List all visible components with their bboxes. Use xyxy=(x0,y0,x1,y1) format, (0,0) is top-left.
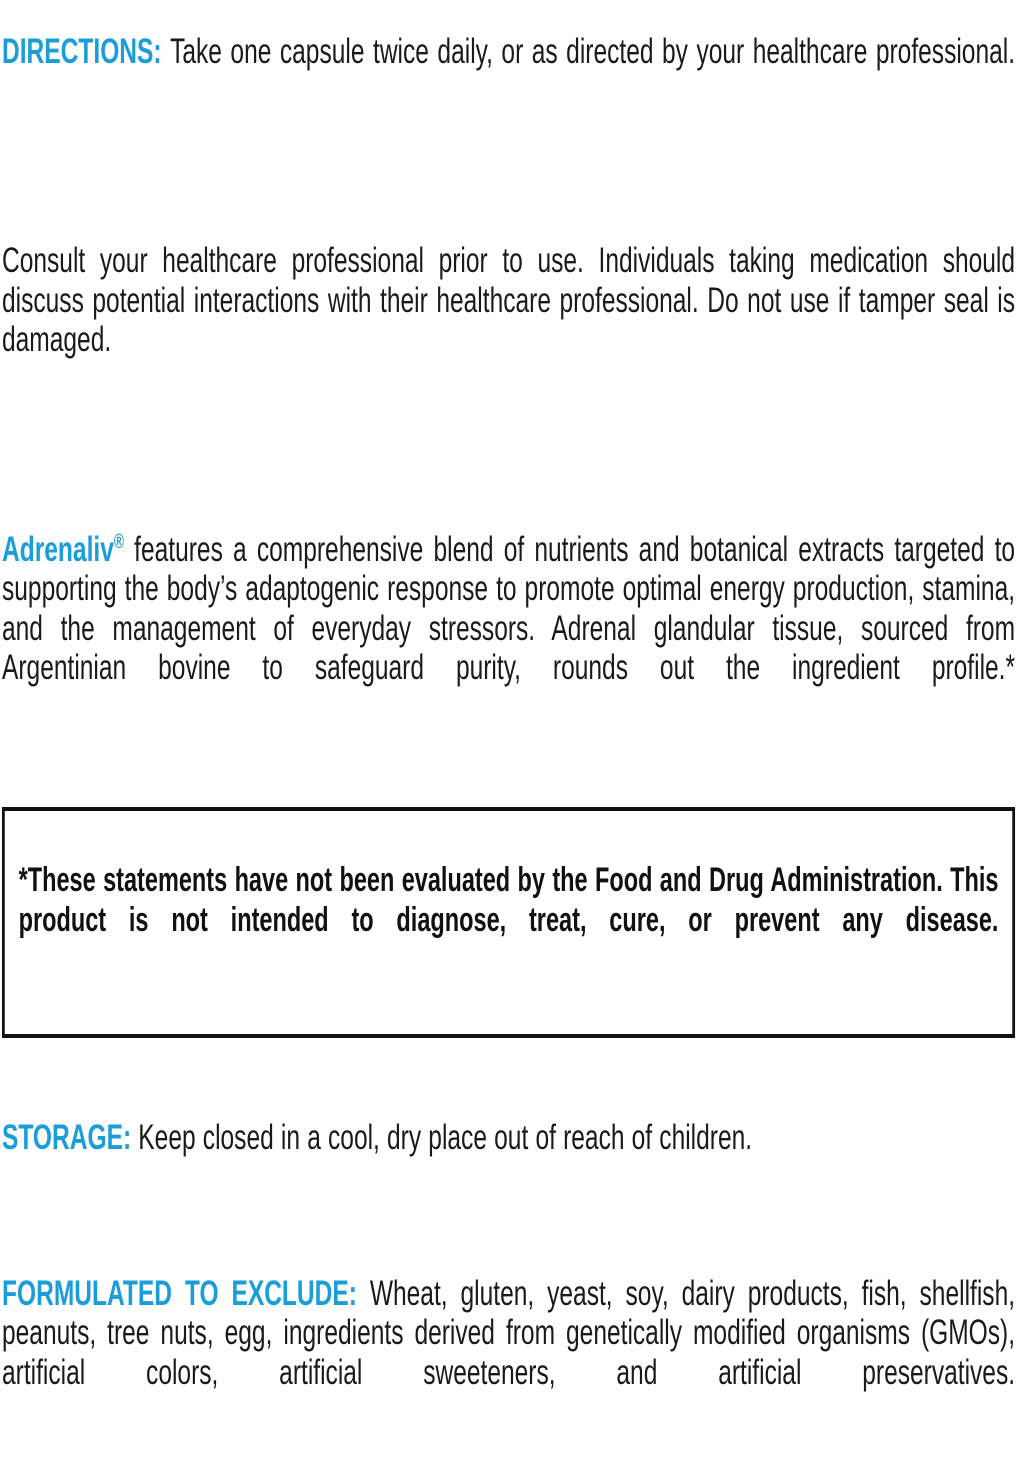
brand-name xyxy=(2,529,124,569)
storage-body: Keep closed in a cool, dry place out of reach of children. xyxy=(138,1117,753,1158)
fda-disclaimer-box xyxy=(2,807,1015,1038)
brand-name-text: Adrenaliv xyxy=(2,528,114,569)
storage-heading: STORAGE: xyxy=(2,1117,132,1158)
product-description-body: features a comprehensive blend of nutrients and botanical extracts targeted to supporting the body’s adaptogenic response to promote optimal energy production, stamina, and the management of everyday stressors. Adrenal glandular tissue, sourced from Argentinian bovine to safeguard purity, rounds out the ingredient profile.* xyxy=(2,528,1016,688)
spacer-storage-exclude xyxy=(2,1193,1015,1238)
spacer-directions-warning xyxy=(2,146,1015,206)
directions-heading: DIRECTIONS: xyxy=(2,30,162,71)
formulated-to-exclude-section xyxy=(2,1274,1015,1432)
formulated-to-exclude-body: Wheat, gluten, yeast, soy, dairy products, fish, shellfish, peanuts, tree nuts, egg, ingredients derived from genetically modified organisms (GMOs), artificial colors, artificial sweeteners, and artificial preservatives. xyxy=(2,1272,1016,1392)
product-description-section xyxy=(2,530,1015,727)
directions-section xyxy=(2,32,1015,111)
directions-body: Take one capsule twice daily, or as directed by your healthcare professional. xyxy=(170,30,1016,71)
formulated-to-exclude-heading: FORMULATED TO EXCLUDE: xyxy=(2,1272,357,1313)
storage-body-spacer xyxy=(131,1117,138,1157)
storage-section xyxy=(2,1118,1015,1157)
warning-section xyxy=(2,241,1015,399)
warning-body: Consult your healthcare professional prior to use. Individuals taking medication should discuss potential interactions with their healthcare professional. Do not use if tamper seal is damaged. xyxy=(2,240,1016,360)
spacer-disclaimer-storage xyxy=(2,1038,1015,1083)
directions-body-spacer xyxy=(162,31,171,71)
label-text-stage xyxy=(2,0,1015,1467)
registered-trademark-icon: ® xyxy=(113,531,124,554)
spacer-description-disclaimer xyxy=(2,762,1015,807)
formulated-to-exclude-body-spacer xyxy=(357,1273,370,1313)
fda-disclaimer-text: *These statements have not been evaluated by the Food and Drug Administration. This product is not intended to diagnose, treat, cure, or prevent any disease. xyxy=(18,861,999,939)
spacer-warning-description xyxy=(2,434,1015,494)
